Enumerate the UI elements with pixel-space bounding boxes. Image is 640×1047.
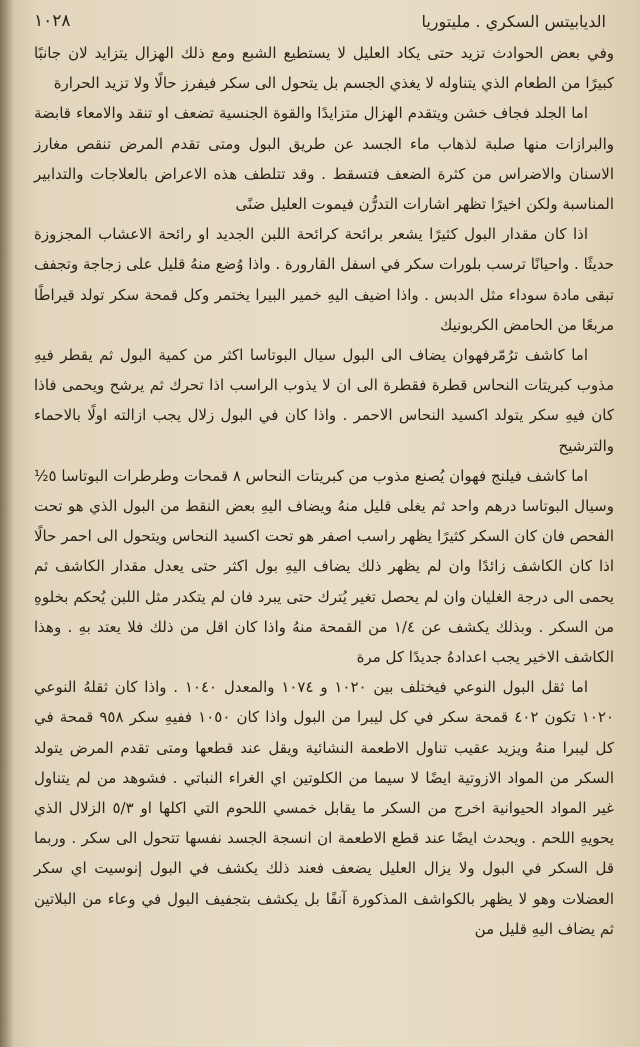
running-title: الديابيتس السكري . مليتوريا [421,11,606,31]
paragraph-fehling-test: اما كاشف فيلنج فهوان يُصنع مذوب من كبريتات النحاس ٨ قمحات وطرطرات البوتاسا ٥½ وسيال البوتاسا درهم واحد ثم يغلى قليل منهُ ويضاف اليهِ بعض النقط من البول الذي هو تحت الفحص فان كان السكر كثيرًا يظهر راسب اصفر هو تحت اكسيد النحاس ويتحول الى احمر حالًا اذا كان الكاشف زائدًا وان لم يظهر ذلك يضاف اليهِ بول اكثر حتى يعدل مقدار الكاشف ثم يحمى الى درجة الغليان وان لم يحصل تغير يُترك حتى يبرد فان لم يتكدر مثل اللبن يُحكم بخلوهِ من السكر . وبذلك يكشف عن ١/٤ من القمحة منهُ واذا كان اقل من ذلك فلا يعتد بهِ . وهذا الكاشف الاخير يجب اعدادهُ جديدًا كل مرة [34,466,615,667]
page-spine-shadow [0,0,14,1047]
paragraph-urine-smell: اذا كان مقدار البول كثيرًا يشعر برائحة كرائحة اللبن الجديد او رائحة الاعشاب المجزوزة حديثًا . واحيانًا ترسب بلورات سكر في اسفل القارورة . واذا وُضع منهُ قليل على زجاجة وتجفف تبقى مادة سوداء مثل الدبس . واذا اضيف اليهِ خمير البيرا يختمر وكل قمحة سكر تولد قيراطًا مربعًا من الحامض الكربونيك [34,225,614,334]
body-text [34,38,614,944]
paragraph-specific-gravity: اما ثقل البول النوعي فيختلف بين ١٠٢٠ و ١٠٧٤ والمعدل ١٠٤٠ . واذا كان ثقلهُ النوعي ١٠٢٠ تكون ٤٠٢ قمحة سكر في كل ليبرا من البول واذا كان ١٠٥٠ ففيهِ سكر ٩٥٨ قمحة في كل ليبرا منهُ ويزيد عقيب تناول الاطعمة النشائية ويقل عند قطعها ومتى تقدم المرض يتولد السكر من المواد الازوتية ايضًا لا سيما من الكلوتين اي الغراء النباتي . فشوهد من لم يتناول غير المواد الحيوانية اخرج من السكر ما يقابل خمسي اللحوم التي اكلها او ٥/٣ الزلال الذي يحويهِ اللحم . ويحدث ايضًا عند قطع الاطعمة ان انسجة الجسد نفسها تتحول الى سكر . وربما قل السكر في البول ولا يزال العليل يضعف فعند ذلك يكشف في البول إنوسيت اي سكر العضلات وهو لا يظهر بالكواشف المذكورة آنفًا بل يكشف بتجفيف البول في وعاء من البلاتين ثم يضاف اليهِ قليل من [34,678,615,938]
page-header [34,8,606,34]
page-number: ١٠٢٨ [34,11,71,31]
paragraph-trommer-test: اما كاشف ترُمّرفهوان يضاف الى البول سيال البوتاسا اكثر من كمية البول ثم يقطر فيهِ مذوب كبريتات النحاس قطرة فقطرة الى ان لا يذوب الراسب اذا تحرك ثم يرشح ويحمى فاذا كان فيهِ سكر يتولد اكسيد النحاس الاحمر . واذا كان في البول زلال يجب ازالته اولًا بالاحماء والترشيح [34,346,614,455]
paragraph-skin-symptoms: اما الجلد فجاف خشن ويتقدم الهزال متزايدًا والقوة الجنسية تضعف او تنقد والامعاء قابضة والبرازات منها صلبة لذهاب ماء الجسد عن طريق البول ومتى تقدم المرض تنقص مغارز الاسنان والاضراس من كثرة الضعف فتسقط . وقد تتلطف هذه الاعراض بالعلاجات والتدابير المناسبة ولكن اخيرًا تظهر اشارات التدرُّن فيموت العليل ضنًى [34,104,614,214]
paragraph-appetite: وفي بعض الحوادث تزيد حتى يكاد العليل لا يستطيع الشبع ومع ذلك الهزال يتزايد لان جانبًا كبيرًا من الطعام الذي يتناوله لا يغذي الجسم بل يتحول الى سكر فيفرز حالًا ولا تزيد الحرارة [34,44,614,93]
